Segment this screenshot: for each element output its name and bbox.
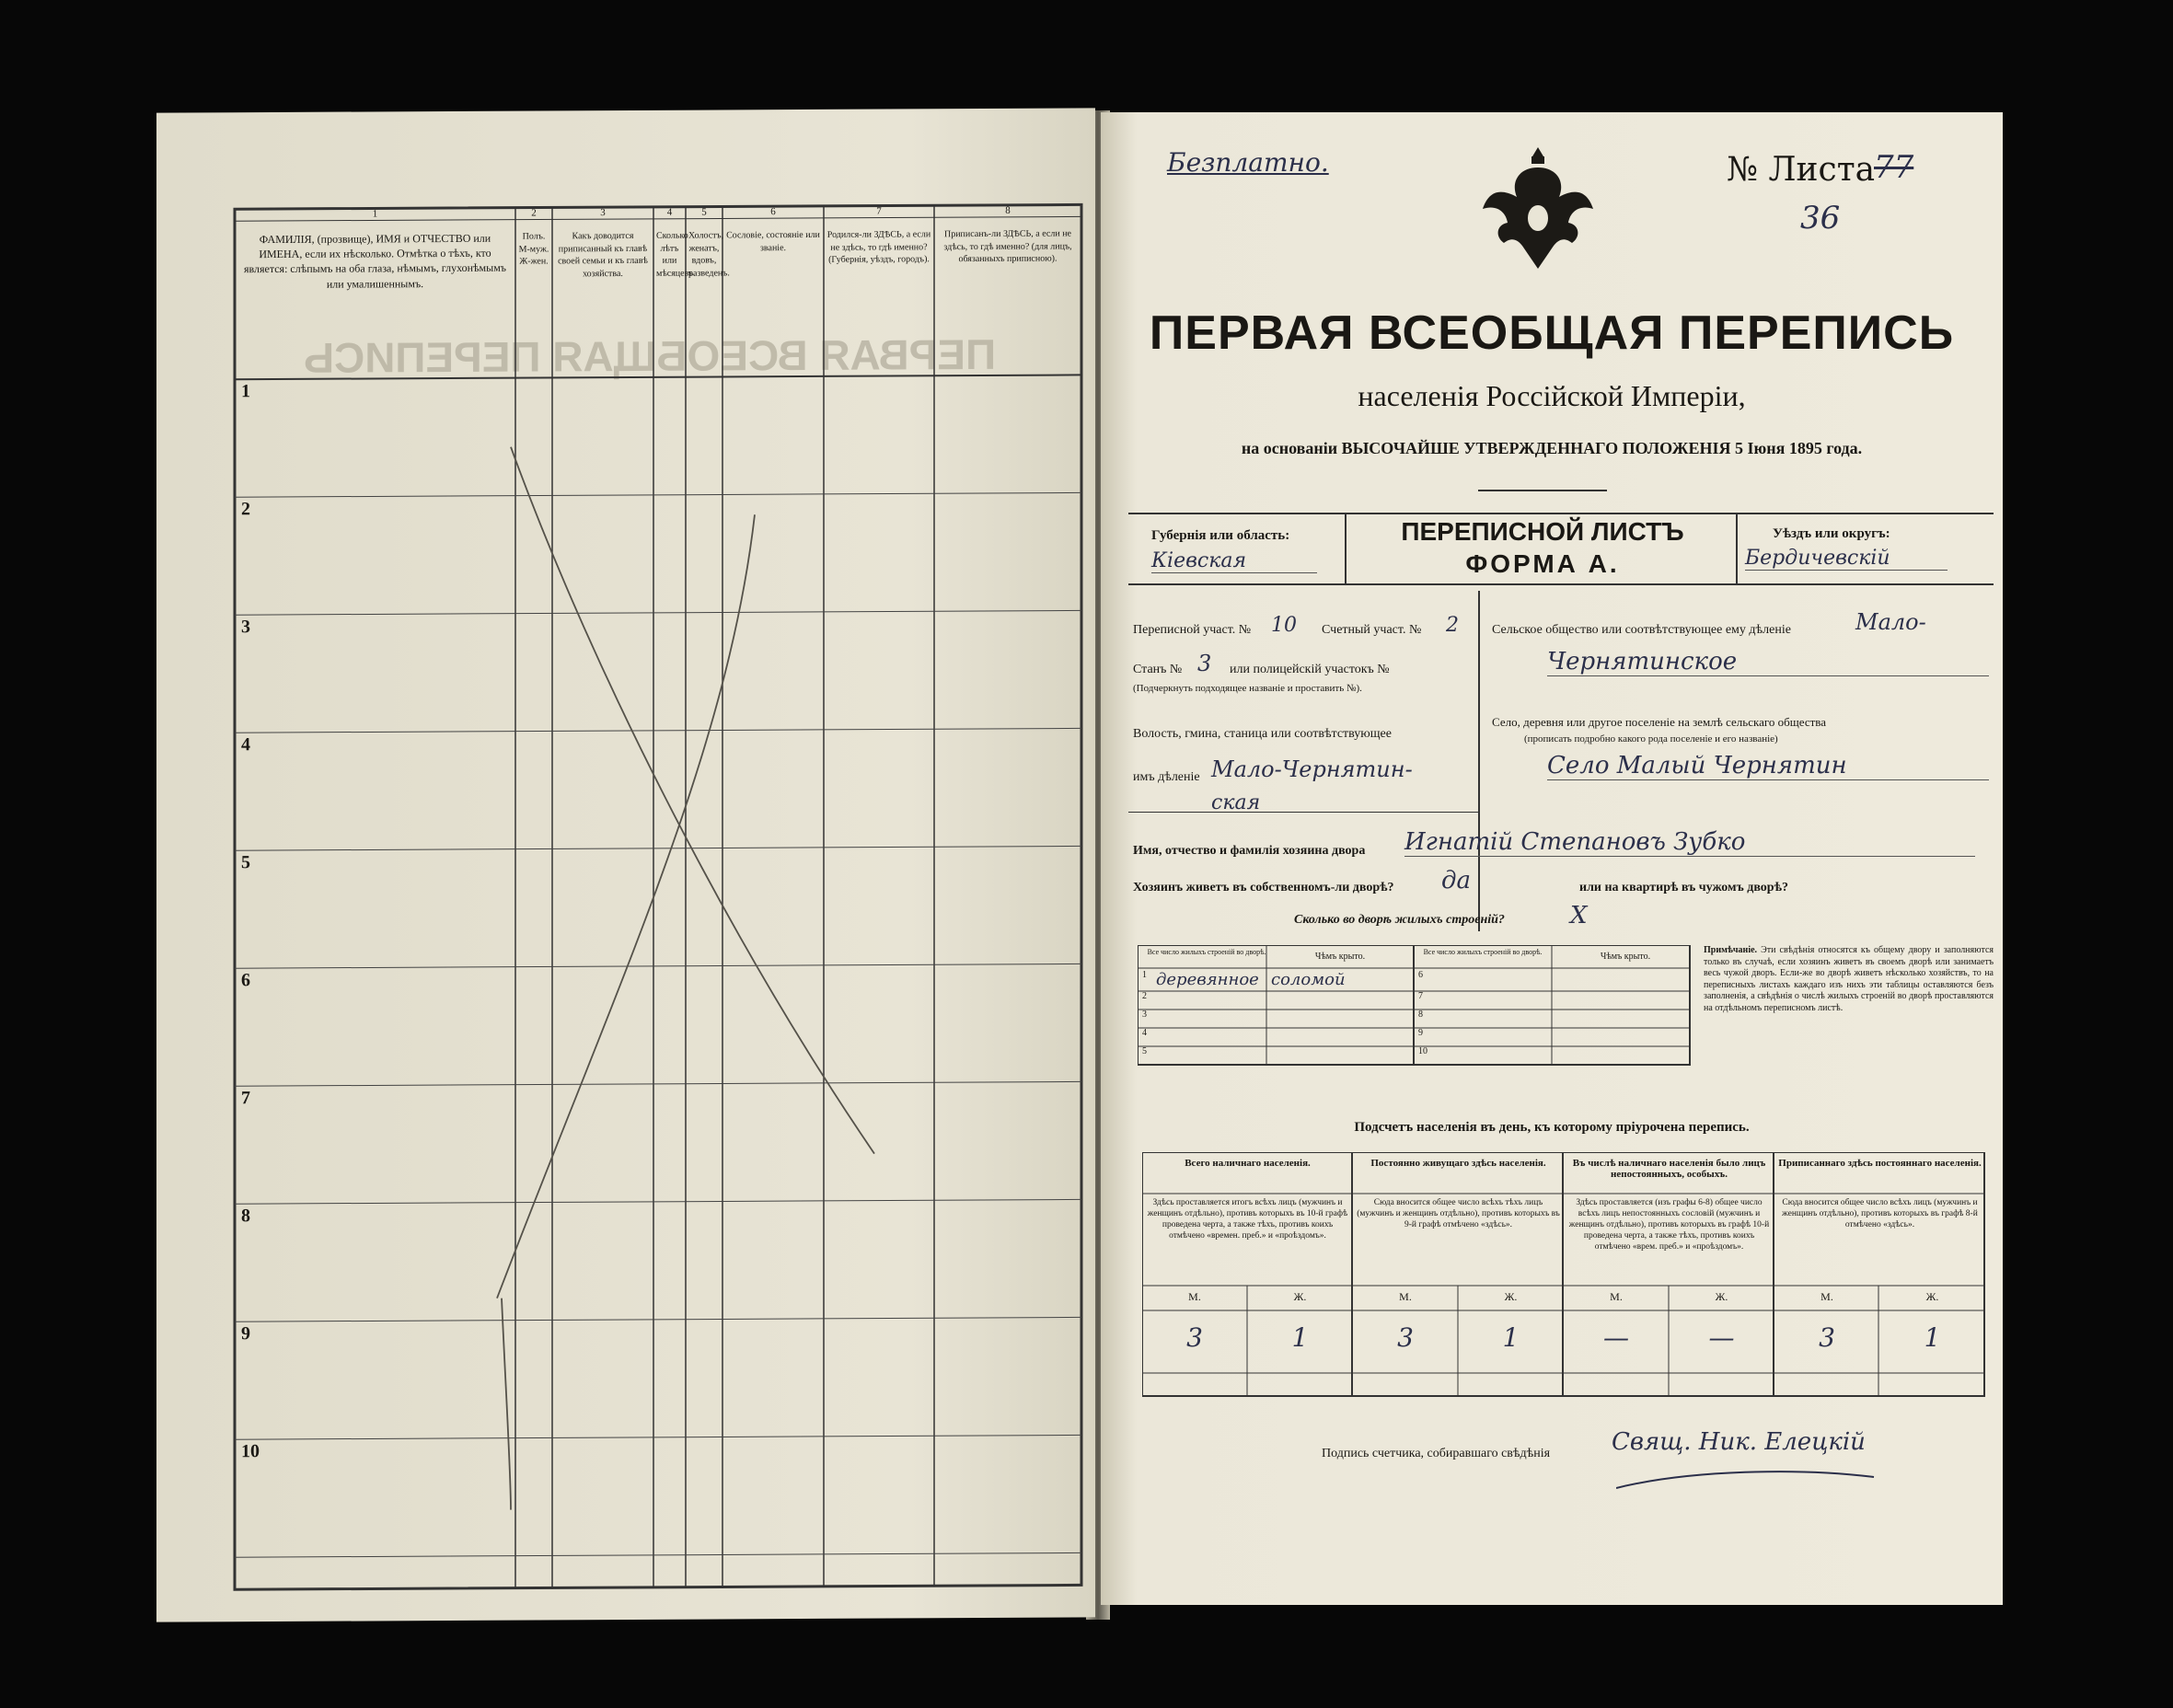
selo-label: Село, деревня или другое поселеніе на землѣ сельскаго общества <box>1492 715 1827 729</box>
own-house-label: Хозяинъ живетъ въ собственномъ-ли дворѣ? <box>1133 881 1394 894</box>
bld-row-number: 4 <box>1142 1028 1147 1038</box>
bld-row-number: 10 <box>1418 1046 1427 1056</box>
buildings-value: Х <box>1570 902 1588 929</box>
note-text: Эти свѣдѣнія относятся къ общему двору и заполняются только въ случаѣ, если хозяинъ живетъ въ своемъ дворѣ или занимаетъ весь чужой дворъ. Если-же во дворѣ живетъ нѣсколько хозяйствъ, то на переписныхъ листахъ каждаго изъ нихъ эти таблицы оставляются безъ заполненія, а свѣдѣнія о числѣ жилыхъ строеній во дворѣ проставляются на отдѣльномъ переписномъ листѣ. <box>1704 945 1994 1013</box>
census-subtitle: населенія Россійской Имперіи, <box>1358 379 1746 412</box>
perepis-uch-value: 10 <box>1271 614 1297 637</box>
volost-value: Мало-Чернятин- <box>1211 756 1413 782</box>
summary-sex-label: Ж. <box>1293 1290 1307 1303</box>
volost-label-2: имъ дѣленіе <box>1133 770 1200 784</box>
bld-row-number: 2 <box>1142 991 1147 1001</box>
summary-sex-label: М. <box>1399 1290 1412 1303</box>
left-column-number: 3 <box>600 207 606 219</box>
left-row-number: 6 <box>241 970 250 991</box>
schet-uch-value: 2 <box>1446 614 1459 637</box>
free-label: Безплатно. <box>1167 147 1329 178</box>
uezd-label: Уѣздъ или округъ: <box>1773 526 1890 541</box>
summary-title: Подсчетъ населенія въ день, къ которому пріурочена перепись. <box>1354 1120 1750 1135</box>
left-column-number: 4 <box>666 206 673 218</box>
perepis-uch-label: Переписной участ. № <box>1133 623 1252 637</box>
signature-label: Подпись счетчика, собиравшаго свѣдѣнія <box>1322 1447 1551 1460</box>
left-column-number: 1 <box>372 208 378 220</box>
bld-row1-roof: соломой <box>1271 970 1346 989</box>
signature-value: Свящ. Ник. Елецкій <box>1612 1428 1866 1456</box>
left-row-line <box>235 1552 1081 1557</box>
form-subtitle: ФОРМА А. <box>1465 549 1620 578</box>
imperial-eagle-emblem <box>1469 140 1607 278</box>
left-row-line <box>235 846 1081 850</box>
summary-value: — <box>1603 1322 1629 1353</box>
bld-row1-material: деревянное <box>1156 970 1259 989</box>
left-column-number: 7 <box>876 205 882 217</box>
summary-sex-label: Ж. <box>1925 1290 1939 1303</box>
selo-note: (прописать подробно какого рода поселеніе и его названіе) <box>1524 733 1778 744</box>
left-row-line <box>235 728 1081 733</box>
census-title: ПЕРВАЯ ВСЕОБЩАЯ ПЕРЕПИСЬ <box>1149 306 1955 360</box>
obshch-label: Сельское общество или соотвѣтствующее ему дѣленіе <box>1492 623 1791 637</box>
left-row-line <box>235 964 1081 968</box>
summary-sex-label: М. <box>1610 1290 1623 1303</box>
left-column-number: 6 <box>770 206 776 218</box>
buildings-note <box>1704 945 1994 1014</box>
summary-sex-label: Ж. <box>1715 1290 1728 1303</box>
signature-flourish <box>1616 1460 1892 1497</box>
left-column-header: Холостъ, женатъ, вдовъ, разведенъ. <box>688 230 730 279</box>
police-note: (Подчеркнуть подходящее названіе и проставить №). <box>1133 683 1362 694</box>
left-row-number: 7 <box>241 1088 250 1109</box>
summary-column-header: Приписаннаго здѣсь постояннаго населенія. <box>1778 1158 1982 1169</box>
volost-value-2: ская <box>1211 791 1261 814</box>
left-row-line <box>235 1081 1081 1086</box>
bld-row-number: 8 <box>1418 1010 1423 1020</box>
left-column-header: Сословіе, состояніе или званіе. <box>726 229 820 253</box>
buildings-label: Сколько во дворѣ жилыхъ строеній? <box>1294 913 1505 927</box>
sheet-number-value: 36 <box>1800 200 1841 237</box>
stan-label: Станъ № <box>1133 663 1183 676</box>
bld-row-number: 1 <box>1142 970 1147 980</box>
summary-column-note: Сюда вносится общее число всѣхъ тѣхъ лицъ (мужчинъ и женщинъ отдѣльно), противъ которыхъ въ 9-й графѣ отмѣчено «здѣсь». <box>1357 1198 1560 1229</box>
sheet-number-label: № Листа <box>1727 151 1876 189</box>
bld-head-1-right: Все число жилыхъ строеній во дворѣ. <box>1423 948 1543 956</box>
bld-row-number: 5 <box>1142 1046 1147 1056</box>
bld-head-1-left: Все число жилыхъ строеній во дворѣ. <box>1147 948 1266 956</box>
volost-label: Волость, гмина, станица или соотвѣтствующее <box>1133 727 1392 741</box>
ornament-divider <box>1478 490 1607 491</box>
address-divider <box>1478 591 1480 931</box>
summary-column-note: Здѣсь проставляется (изъ графы 6-8) общее число всѣхъ лицъ непостоянныхъ сословій (мужчинъ и женщинъ отдѣльно), противъ которыхъ въ графѣ 10-й проведена черта, а также тѣхъ, противъ коихъ отмѣчено «врем. преб.» и «проѣздомъ». <box>1568 1198 1770 1252</box>
left-column-header: Сколько лѣтъ или мѣсяцевъ. <box>656 230 696 279</box>
bld-head-2-left: Чѣмъ крыто. <box>1314 952 1366 962</box>
summary-sex-label: М. <box>1188 1290 1201 1303</box>
summary-value: 1 <box>1502 1322 1520 1353</box>
summary-value: 3 <box>1397 1322 1414 1353</box>
left-row-number: 4 <box>241 734 250 756</box>
owner-value: Игнатій Степановъ Зубко <box>1404 828 1975 857</box>
left-table-grid <box>156 108 1095 1621</box>
obshch-value-2: Чернятинское <box>1547 648 1989 676</box>
left-row-number: 2 <box>241 499 250 520</box>
summary-value: 1 <box>1924 1322 1941 1353</box>
summary-value: 3 <box>1186 1322 1203 1353</box>
left-column-header: Родился-ли ЗДѢСЬ, а если не здѣсь, то гдѣ именно? (Губернія, уѣздъ, городъ). <box>826 229 931 265</box>
left-row-number: 1 <box>241 381 250 402</box>
bld-row-number: 7 <box>1418 991 1423 1001</box>
gubernia-label: Губернія или область: <box>1151 528 1290 543</box>
summary-sex-label: М. <box>1820 1290 1833 1303</box>
left-row-line <box>235 1317 1081 1321</box>
address-rule <box>1128 812 1478 813</box>
summary-sex-label: Ж. <box>1504 1290 1518 1303</box>
census-basis: на основаніи ВЫСОЧАЙШЕ УТВЕРЖДЕННАГО ПОЛОЖЕНІЯ 5 Іюня 1895 года. <box>1241 439 1863 457</box>
uezd-value: Бердичевскій <box>1745 547 1948 571</box>
left-column-header: Какъ доводится приписанный къ главѣ своей семьи и къ главѣ хозяйства. <box>558 230 648 279</box>
bleed-through-title: ПЕРВАЯ ВСЕОБЩАЯ ПЕРЕПИСЬ <box>304 329 997 382</box>
sheet-number-old: 77 <box>1874 149 1914 186</box>
bld-row-number: 9 <box>1418 1028 1423 1038</box>
gubernia-value: Кіевская <box>1151 549 1317 573</box>
bld-head-2-right: Чѣмъ крыто. <box>1600 952 1651 962</box>
left-row-number: 3 <box>241 617 250 638</box>
stan-value: 3 <box>1197 651 1212 676</box>
left-column-number: 2 <box>531 207 537 219</box>
left-column-header: ФАМИЛІЯ, (прозвище), ИМЯ и ОТЧЕСТВО или ИМЕНА, если их нѣсколько. Отмѣтка о тѣхъ, кто является: слѣпымъ на оба глаза, нѣмымъ, глухонѣмымъ или умалишеннымъ. <box>243 231 507 291</box>
own-house-value: да <box>1441 867 1471 894</box>
summary-column-header: Всего наличнаго населенія. <box>1185 1158 1311 1169</box>
summary-column-note: Здѣсь проставляется итогъ всѣхъ лицъ (мужчинъ и женщинъ отдѣльно), противъ которыхъ въ 10-й графѣ проведена черта, а также тѣхъ, противъ коихъ отмѣчено «времен. преб.» и «проѣздомъ». <box>1147 1198 1348 1241</box>
selo-value: Село Малый Чернятин <box>1547 752 1989 780</box>
left-row-line <box>235 610 1081 615</box>
form-title: ПЕРЕПИСНОЙ ЛИСТЪ <box>1401 517 1684 546</box>
police-label: или полицейскій участокъ № <box>1230 663 1390 676</box>
note-label: Примѣчаніе. <box>1704 945 1758 955</box>
left-row-number: 5 <box>241 852 250 873</box>
summary-column-header: Въ числѣ наличнаго населенія было лицъ непостоянныхъ, особыхъ. <box>1572 1158 1766 1180</box>
left-row-line <box>235 1199 1081 1204</box>
left-row-number: 10 <box>241 1441 260 1462</box>
left-page <box>156 108 1095 1621</box>
bld-row-number: 6 <box>1418 970 1423 980</box>
owner-label: Имя, отчество и фамилія хозяина двора <box>1133 844 1366 858</box>
own-house-label-2: или на квартирѣ въ чужомъ дворѣ? <box>1579 881 1788 894</box>
obshch-value: Мало- <box>1855 609 1926 635</box>
left-column-number: 5 <box>701 206 707 218</box>
header-divider-2 <box>1736 513 1738 583</box>
left-row-line <box>235 1435 1081 1439</box>
left-column-header: Приписанъ-ли ЗДѢСЬ, а если не здѣсь, то гдѣ именно? (для лицъ, обязанныхъ приписною). <box>943 228 1072 265</box>
summary-column-note: Сюда вносится общее число всѣхъ лицъ (мужчинъ и женщинъ отдѣльно), противъ которыхъ въ графѣ 8-й отмѣчено «здѣсь». <box>1782 1198 1978 1229</box>
left-column-header: Полъ. М-муж. Ж-жен. <box>518 231 549 267</box>
schet-uch-label: Счетный участ. № <box>1322 623 1422 637</box>
summary-value: — <box>1708 1322 1735 1353</box>
summary-column-header: Постоянно живущаго здѣсь населенія. <box>1370 1158 1546 1169</box>
summary-value: 3 <box>1819 1322 1835 1353</box>
header-divider-1 <box>1345 513 1347 583</box>
left-row-number: 8 <box>241 1206 250 1227</box>
summary-table-grid <box>1142 1152 1989 1401</box>
left-row-line <box>235 492 1081 497</box>
left-column-number: 8 <box>1005 204 1011 216</box>
bld-row-number: 3 <box>1142 1010 1147 1020</box>
right-page <box>1101 112 2003 1605</box>
left-row-number: 9 <box>241 1323 250 1344</box>
summary-value: 1 <box>1291 1322 1309 1353</box>
